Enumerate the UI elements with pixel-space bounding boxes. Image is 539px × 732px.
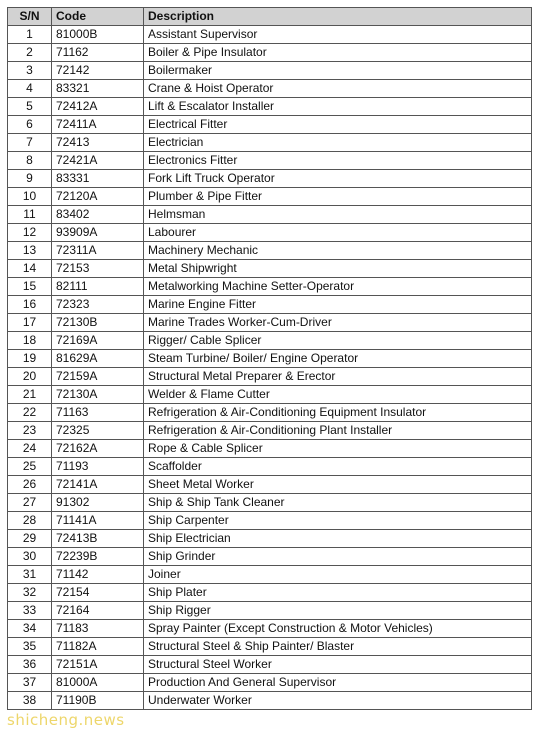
description-cell: Helmsman — [144, 206, 532, 224]
description-cell: Marine Trades Worker-Cum-Driver — [144, 314, 532, 332]
code-cell: 71162 — [52, 44, 144, 62]
sn-cell: 13 — [8, 242, 52, 260]
table-row — [8, 332, 532, 350]
table-row — [8, 98, 532, 116]
description-cell: Metal Shipwright — [144, 260, 532, 278]
occupation-table — [7, 7, 532, 710]
sn-cell: 7 — [8, 134, 52, 152]
table-row — [8, 116, 532, 134]
code-cell: 72323 — [52, 296, 144, 314]
description-cell: Machinery Mechanic — [144, 242, 532, 260]
table-row — [8, 242, 532, 260]
description-cell: Ship Plater — [144, 584, 532, 602]
table-row — [8, 80, 532, 98]
sn-cell: 35 — [8, 638, 52, 656]
table-row — [8, 260, 532, 278]
header-description: Description — [144, 8, 532, 26]
code-cell: 72154 — [52, 584, 144, 602]
sn-cell: 37 — [8, 674, 52, 692]
table-row — [8, 404, 532, 422]
table-row — [8, 692, 532, 710]
code-cell: 72141A — [52, 476, 144, 494]
table-row — [8, 512, 532, 530]
description-cell: Structural Steel Worker — [144, 656, 532, 674]
code-cell: 72162A — [52, 440, 144, 458]
table-row — [8, 206, 532, 224]
code-cell: 72413 — [52, 134, 144, 152]
description-cell: Crane & Hoist Operator — [144, 80, 532, 98]
code-cell: 83402 — [52, 206, 144, 224]
sn-cell: 2 — [8, 44, 52, 62]
description-cell: Ship Carpenter — [144, 512, 532, 530]
sn-cell: 9 — [8, 170, 52, 188]
table-row — [8, 458, 532, 476]
description-cell: Assistant Supervisor — [144, 26, 532, 44]
description-cell: Marine Engine Fitter — [144, 296, 532, 314]
description-cell: Ship Rigger — [144, 602, 532, 620]
description-cell: Joiner — [144, 566, 532, 584]
sn-cell: 3 — [8, 62, 52, 80]
code-cell: 72120A — [52, 188, 144, 206]
description-cell: Scaffolder — [144, 458, 532, 476]
description-cell: Lift & Escalator Installer — [144, 98, 532, 116]
sn-cell: 21 — [8, 386, 52, 404]
sn-cell: 28 — [8, 512, 52, 530]
table-row — [8, 134, 532, 152]
sn-cell: 33 — [8, 602, 52, 620]
code-cell: 71182A — [52, 638, 144, 656]
description-cell: Ship Electrician — [144, 530, 532, 548]
header-code: Code — [52, 8, 144, 26]
table-row — [8, 620, 532, 638]
code-cell: 81000B — [52, 26, 144, 44]
description-cell: Boilermaker — [144, 62, 532, 80]
description-cell: Rigger/ Cable Splicer — [144, 332, 532, 350]
sn-cell: 8 — [8, 152, 52, 170]
code-cell: 71190B — [52, 692, 144, 710]
description-cell: Steam Turbine/ Boiler/ Engine Operator — [144, 350, 532, 368]
table-row — [8, 422, 532, 440]
table-row — [8, 602, 532, 620]
table-row — [8, 152, 532, 170]
sn-cell: 26 — [8, 476, 52, 494]
code-cell: 72151A — [52, 656, 144, 674]
code-cell: 72239B — [52, 548, 144, 566]
sn-cell: 19 — [8, 350, 52, 368]
code-cell: 72169A — [52, 332, 144, 350]
code-cell: 72164 — [52, 602, 144, 620]
code-cell: 72325 — [52, 422, 144, 440]
code-cell: 82111 — [52, 278, 144, 296]
table-body — [8, 26, 532, 710]
description-cell: Underwater Worker — [144, 692, 532, 710]
sn-cell: 16 — [8, 296, 52, 314]
code-cell: 83331 — [52, 170, 144, 188]
description-cell: Boiler & Pipe Insulator — [144, 44, 532, 62]
code-cell: 81000A — [52, 674, 144, 692]
sn-cell: 15 — [8, 278, 52, 296]
table-row — [8, 386, 532, 404]
table-row — [8, 350, 532, 368]
code-cell: 93909A — [52, 224, 144, 242]
table-row — [8, 674, 532, 692]
sn-cell: 10 — [8, 188, 52, 206]
description-cell: Ship & Ship Tank Cleaner — [144, 494, 532, 512]
code-cell: 71141A — [52, 512, 144, 530]
description-cell: Structural Metal Preparer & Erector — [144, 368, 532, 386]
table-row — [8, 170, 532, 188]
code-cell: 72159A — [52, 368, 144, 386]
code-cell: 72130A — [52, 386, 144, 404]
code-cell: 72413B — [52, 530, 144, 548]
description-cell: Sheet Metal Worker — [144, 476, 532, 494]
sn-cell: 1 — [8, 26, 52, 44]
code-cell: 72411A — [52, 116, 144, 134]
sn-cell: 12 — [8, 224, 52, 242]
code-cell: 83321 — [52, 80, 144, 98]
description-cell: Production And General Supervisor — [144, 674, 532, 692]
code-cell: 71183 — [52, 620, 144, 638]
description-cell: Refrigeration & Air-Conditioning Plant Installer — [144, 422, 532, 440]
description-cell: Electronics Fitter — [144, 152, 532, 170]
description-cell: Refrigeration & Air-Conditioning Equipment Insulator — [144, 404, 532, 422]
code-cell: 72421A — [52, 152, 144, 170]
sn-cell: 38 — [8, 692, 52, 710]
table-row — [8, 440, 532, 458]
sn-cell: 11 — [8, 206, 52, 224]
code-cell: 71142 — [52, 566, 144, 584]
description-cell: Welder & Flame Cutter — [144, 386, 532, 404]
sn-cell: 36 — [8, 656, 52, 674]
description-cell: Structural Steel & Ship Painter/ Blaster — [144, 638, 532, 656]
sn-cell: 4 — [8, 80, 52, 98]
watermark-text: shicheng.news — [7, 711, 125, 729]
table-row — [8, 476, 532, 494]
code-cell: 72412A — [52, 98, 144, 116]
sn-cell: 27 — [8, 494, 52, 512]
description-cell: Ship Grinder — [144, 548, 532, 566]
sn-cell: 25 — [8, 458, 52, 476]
sn-cell: 31 — [8, 566, 52, 584]
description-cell: Electrician — [144, 134, 532, 152]
description-cell: Rope & Cable Splicer — [144, 440, 532, 458]
sn-cell: 22 — [8, 404, 52, 422]
code-cell: 71163 — [52, 404, 144, 422]
table-row — [8, 224, 532, 242]
code-cell: 72311A — [52, 242, 144, 260]
table-row — [8, 278, 532, 296]
description-cell: Labourer — [144, 224, 532, 242]
table-row — [8, 638, 532, 656]
description-cell: Fork Lift Truck Operator — [144, 170, 532, 188]
table-row — [8, 368, 532, 386]
code-cell: 72130B — [52, 314, 144, 332]
code-cell: 81629A — [52, 350, 144, 368]
table-row — [8, 296, 532, 314]
header-sn: S/N — [8, 8, 52, 26]
sn-cell: 29 — [8, 530, 52, 548]
sn-cell: 18 — [8, 332, 52, 350]
table-row — [8, 530, 532, 548]
code-cell: 72153 — [52, 260, 144, 278]
sn-cell: 14 — [8, 260, 52, 278]
table-row — [8, 314, 532, 332]
sn-cell: 17 — [8, 314, 52, 332]
table-row — [8, 62, 532, 80]
description-cell: Plumber & Pipe Fitter — [144, 188, 532, 206]
table-row — [8, 188, 532, 206]
code-cell: 72142 — [52, 62, 144, 80]
sn-cell: 6 — [8, 116, 52, 134]
table-row — [8, 494, 532, 512]
sn-cell: 24 — [8, 440, 52, 458]
table-header — [8, 8, 532, 26]
table-row — [8, 548, 532, 566]
header-row — [8, 8, 532, 26]
sn-cell: 34 — [8, 620, 52, 638]
sn-cell: 20 — [8, 368, 52, 386]
description-cell: Metalworking Machine Setter-Operator — [144, 278, 532, 296]
table-row — [8, 656, 532, 674]
code-cell: 91302 — [52, 494, 144, 512]
table-row — [8, 566, 532, 584]
sn-cell: 5 — [8, 98, 52, 116]
table-row — [8, 44, 532, 62]
description-cell: Electrical Fitter — [144, 116, 532, 134]
table-row — [8, 26, 532, 44]
sn-cell: 30 — [8, 548, 52, 566]
description-cell: Spray Painter (Except Construction & Motor Vehicles) — [144, 620, 532, 638]
sn-cell: 32 — [8, 584, 52, 602]
sn-cell: 23 — [8, 422, 52, 440]
code-cell: 71193 — [52, 458, 144, 476]
table-row — [8, 584, 532, 602]
